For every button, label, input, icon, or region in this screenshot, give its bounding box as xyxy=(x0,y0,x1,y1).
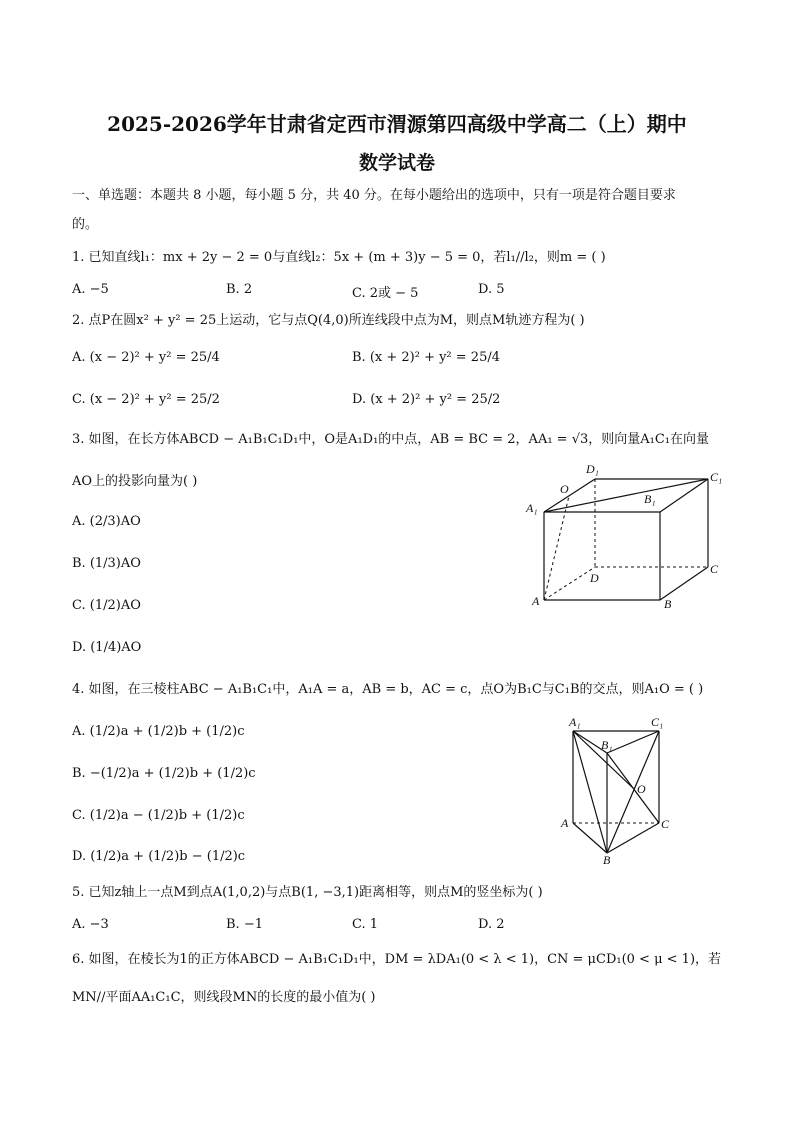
q4-label-c: C xyxy=(661,817,670,831)
q4-label-o: O xyxy=(637,782,646,796)
q5-stem: 5. 已知z轴上一点M到点A(1,0,2)与点B(1, −3,1)距离相等，则点M的竖坐标为( ) xyxy=(72,885,543,900)
q3-option-a: A. (2/3)AO xyxy=(72,514,141,529)
q4-label-b1: B₁ xyxy=(601,738,613,752)
q5-option-c: C. 1 xyxy=(352,917,379,932)
q3-option-b: B. (1/3)AO xyxy=(72,556,141,571)
q6-stem: 6. 如图，在棱长为1的正方体ABCD − A₁B₁C₁D₁中，DM = λDA₁(0 < λ < 1)，CN = μCD₁(0 < μ < 1)，若 xyxy=(72,952,722,967)
q3-label-a: A xyxy=(532,594,540,608)
section-instructions-cont: 的。 xyxy=(72,217,99,232)
q3-label-o: O xyxy=(560,482,569,496)
q3-label-c: C xyxy=(710,562,719,576)
q3-label-b1: B₁ xyxy=(644,492,656,506)
q5-option-a: A. −3 xyxy=(72,917,109,932)
q4-option-d: D. (1/2)a + (1/2)b − (1/2)c xyxy=(72,849,246,864)
q4-option-b: B. −(1/2)a + (1/2)b + (1/2)c xyxy=(72,766,256,781)
q2-stem: 2. 点P在圆x² + y² = 25上运动，它与点Q(4,0)所连线段中点为M，则点M轨迹方程为( ) xyxy=(72,313,585,328)
q2-option-d: D. (x + 2)² + y² = 25/2 xyxy=(352,392,501,407)
q3-label-d1: D₁ xyxy=(586,462,599,476)
q3-stem: 3. 如图，在长方体ABCD − A₁B₁C₁D₁中，O是A₁D₁的中点，AB = BC = 2，AA₁ = √3，则向量A₁C₁在向量 xyxy=(72,432,710,447)
q2-option-a: A. (x − 2)² + y² = 25/4 xyxy=(72,350,220,365)
q3-label-d: D xyxy=(590,571,599,585)
q5-option-d: D. 2 xyxy=(478,917,505,932)
title-line-2: 数学试卷 xyxy=(358,152,435,174)
q4-label-b: B xyxy=(603,853,611,865)
q3-option-d: D. (1/4)AO xyxy=(72,640,142,655)
q1-option-a: A. −5 xyxy=(72,282,109,297)
q4-prism-figure xyxy=(555,715,685,865)
q3-label-c1: C₁ xyxy=(710,470,723,484)
q4-label-c1: C₁ xyxy=(651,715,664,729)
section-instructions: 一、单选题：本题共 8 小题，每小题 5 分，共 40 分。在每小题给出的选项中，只有一项是符合题目要求 xyxy=(72,188,676,203)
q3-label-b: B xyxy=(664,597,672,611)
q1-option-b: B. 2 xyxy=(226,282,253,297)
q4-label-a: A xyxy=(561,816,569,830)
q5-option-b: B. −1 xyxy=(226,917,263,932)
q3-box-figure xyxy=(520,455,730,615)
q2-option-c: C. (x − 2)² + y² = 25/2 xyxy=(72,392,220,407)
q1-stem: 1. 已知直线l₁：mx + 2y − 2 = 0与直线l₂：5x + (m + 3)y − 5 = 0，若l₁//l₂，则m = ( ) xyxy=(72,250,606,265)
q3-label-a1: A₁ xyxy=(526,501,538,515)
q4-stem: 4. 如图，在三棱柱ABC − A₁B₁C₁中，A₁A = a，AB = b，AC = c，点O为B₁C与C₁B的交点，则A₁O = ( ) xyxy=(72,682,704,697)
q1-option-c: C. 2或 − 5 xyxy=(352,286,419,301)
q4-label-a1: A₁ xyxy=(569,715,581,729)
q2-option-b: B. (x + 2)² + y² = 25/4 xyxy=(352,350,500,365)
q6-stem-cont: MN//平面AA₁C₁C，则线段MN的长度的最小值为( ) xyxy=(72,990,376,1005)
q3-option-c: C. (1/2)AO xyxy=(72,598,141,613)
q1-option-d: D. 5 xyxy=(478,282,505,297)
title-line-1: 2025-2026学年甘肃省定西市渭源第四高级中学高二（上）期中 xyxy=(107,112,687,136)
q4-option-a: A. (1/2)a + (1/2)b + (1/2)c xyxy=(72,724,245,739)
q3-stem-cont: AO上的投影向量为( ) xyxy=(72,474,198,489)
q4-option-c: C. (1/2)a − (1/2)b + (1/2)c xyxy=(72,808,245,823)
